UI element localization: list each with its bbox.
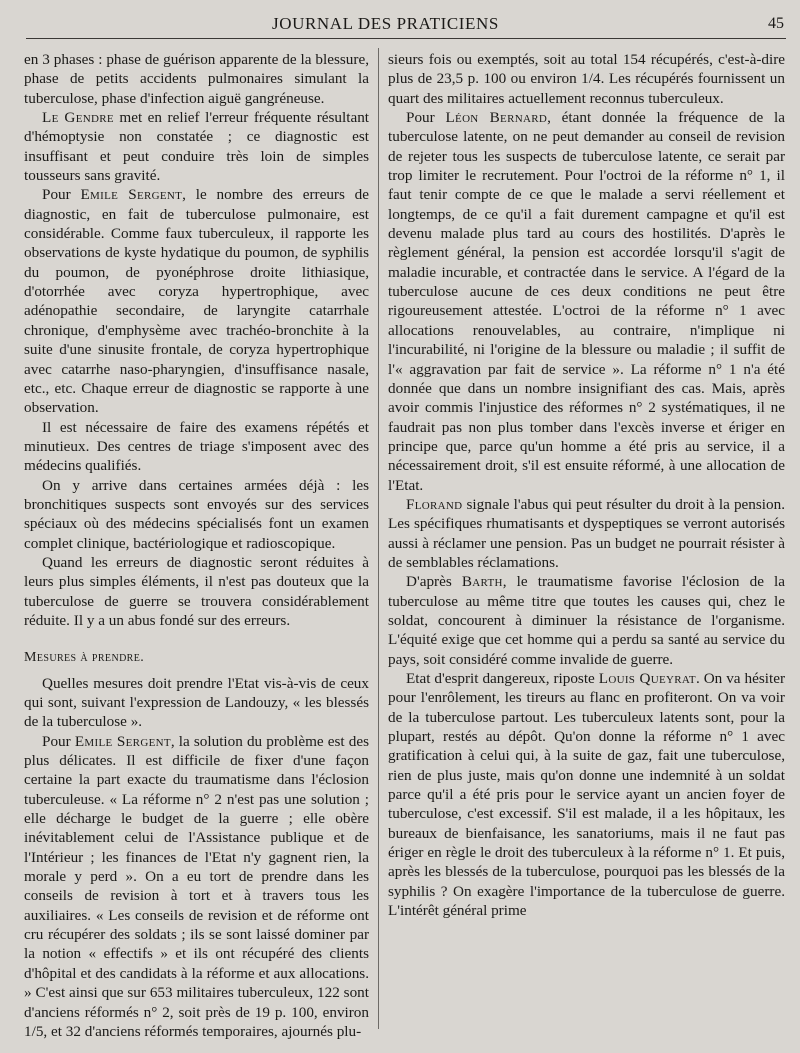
left-column [24, 50, 369, 1041]
paragraph-text: Quelles mesures doit prendre l'Etat vis-à-vis de ceux qui sont, suivant l'expression de Landouzy, « les blessés de la tuberculose ». [24, 674, 369, 731]
journal-title: JOURNAL DES PRATICIENS [272, 14, 499, 33]
paragraph-prefix: Etat d'esprit dangereux, riposte [406, 670, 599, 687]
paragraph-text: , étant donnée la fréquence de la tuberculose latente, on ne peut demander au conseil de revision de rejeter tous les suspects de tuberculose latente, ce serait par trop limiter le recrutement. Pour l'octroi de la réforme n° 1, il faut tenir compte de ce que le malade a servi réellement et longtemps, de ce qu'il a fait durement campagne et qu'il est devenu malade plus tard au cours des hostilités. D'après le règlement général, la pension est accordée lorsqu'il s'agit de maladie incurable, et contractée dans le service. A l'égard de la tuberculose aucune de ces deux conditions ne peut être rigoureusement attestée. L'octroi de la réforme n° 1 avec allocations renouvelables, au contraire, n'implique ni l'incurabilité, ni l'origine de la blessure ou maladie ; il suffit de l'« aggravation par fait de service ». La réforme n° 1 n'a été donnée que dans un nombre insignifiant des cas. Mais, après avoir commis l'injustice des réformes n° 2 systématiques, il ne faudrait pas non plus tomber dans l'excès inverse et ériger en principe que, parce qu'un homme a été pris au service, il a nécessairement droit, s'il est ensuite réformé, à une allocation de l'Etat. [388, 109, 785, 494]
header-rule [26, 38, 786, 39]
paragraph [388, 50, 785, 108]
section-heading: Mesures à prendre. [24, 650, 145, 666]
paragraph [24, 476, 369, 553]
paragraph-text: . On va hésiter pour l'enrôlement, les tireurs au flanc en profiteront. On va voir de la tuberculose partout. Les tuberculeux latents sont, pour la plupart, restés au dépôt. Qu'on donne la réforme n° 1 avec gratification à celui qui, à la suite de gaz, fait une tuberculose, rien de plus juste, mais qu'on donne une indemnité à un soldat parce qu'il a été pris pour le service ayant un ancien foyer de tuberculose, c'est excessif. S'il est malade, il a les hôpitaux, les bureaux de bienfaisance, les sanatoriums, mais il ne faut pas ériger en règle le droit des tuberculeux à la réforme n° 1. Et puis, après les blessés de la tuberculose, pourquoi pas les blessés de la syphilis ? On exagère l'importance de la tuberculose de guerre. L'intérêt général prime [388, 670, 785, 920]
paragraph [388, 495, 785, 572]
paragraph-text: , le nombre des erreurs de diagnostic, en fait de tuberculose pulmonaire, est considérable. Comme faux tuberculeux, il rapporte les observations de kyste hydatique du poumon, de syphilis du poumon, de pyonéphrose droite lithiasique, d'otorrhée avec coryza hypertrophique, avec adénopathie secondaire, de laryngite catarrhale chronique, d'emphysème avec trachéo-bronchite à la suite d'une sinusite frontale, de coryza hypertrophique avec catarrhe naso-pharyngien, d'insuffisance nasale, etc., etc. Chaque erreur de diagnostic se rapporte à une observation. [24, 186, 370, 417]
author-name: Le Gendre [42, 109, 114, 127]
paragraph [24, 185, 369, 417]
paragraph [388, 572, 785, 669]
paragraph [24, 418, 369, 476]
paragraph [24, 732, 369, 1042]
column-divider [378, 48, 379, 1029]
paragraph-text: On y arrive dans certaines armées déjà : les bronchitiques suspects sont envoyés sur des services spéciaux où des médecins spécialisés font un examen complet clinique, bactériologique et radioscopique. [24, 476, 369, 552]
author-name: Emile Sergent [74, 732, 171, 750]
paragraph-text: , la solution du problème est des plus délicates. Il est difficile de fixer d'une façon certaine la part exacte du traumatisme dans l'éclosion tuberculeuse. « La réforme n° 2 n'est pas une solution ; elle décharge le budget de la guerre ; elle obère inévitablement celui de l'Assistance publique et de l'Intérieur ; les finances de l'Etat n'y gagnent rien, la morale y perd ». On a eu tort de prendre dans les conseils de revision à tort et à travers tous les auxiliaires. « Les conseils de revision et de réforme ont cru récupérer des soldats ; ils se sont laissé dominer par la notion « effectifs » et ils ont récupéré des clients d'hôpital et des candidats à la réforme et aux allocations. » C'est ainsi que sur 653 militaires tuberculeux, 122 sont d'anciens réformés n° 2, soit près de 19 p. 100, environ 1/5, et 32 d'anciens réformés temporaires, ajournés plu- [24, 732, 370, 1040]
author-name: Emile Sergent [80, 186, 183, 204]
page-number: 45 [768, 15, 784, 32]
paragraph-prefix: Pour [42, 186, 81, 204]
paragraph-text: Il est nécessaire de faire des examens répétés et minutieux. Des centres de triage s'imposent avec des médecins qualifiés. [24, 418, 369, 475]
paragraph [24, 674, 369, 732]
author-name: Florand [406, 495, 463, 513]
author-name: Louis Queyrat [598, 670, 696, 687]
author-name: Barth [461, 573, 503, 591]
paragraph-prefix: Pour [42, 732, 75, 750]
paragraph [24, 553, 369, 630]
paragraph [388, 108, 785, 495]
paragraph-text: , le traumatisme favorise l'éclosion de la tuberculose au même titre que toutes les causes qui, chez le soldat, concourent à diminuer la résistance de l'organisme. L'équité exige que cet homme qui a perdu sa santé au service du pays, soit considéré comme invalide de guerre. [388, 573, 786, 668]
running-head [0, 10, 800, 36]
author-name: Léon Bernard [445, 109, 548, 127]
paragraph [24, 50, 369, 108]
paragraph-text: Quand les erreurs de diagnostic seront réduites à leurs plus simples éléments, il n'est pas douteux que la tuberculose de guerre se trouvera considérablement réduite. Il y a un abus fondé sur des erreurs. [24, 553, 369, 629]
paragraph-text: en 3 phases : phase de guérison apparente de la blessure, phase de petits accidents pulmonaires simulant la tuberculose, phase d'infection aiguë gangréneuse. [24, 51, 369, 107]
right-column [388, 50, 785, 920]
paragraph-prefix: D'après [406, 573, 462, 591]
paragraph-text: sieurs fois ou exemptés, soit au total 154 récupérés, c'est-à-dire plus de 23,5 p. 100 ou environ 1/4. Les récupérés fournissent un quart des militaires actuellement reconnus tuberculeux. [388, 51, 785, 107]
paragraph [388, 669, 785, 920]
paragraph [24, 108, 369, 185]
paragraph-prefix: Pour [406, 109, 446, 127]
paragraph-text: signale l'abus qui peut résulter du droit à la pension. Les spécifiques rhumatisants et dyspeptiques se verront autorisés aussi à réclamer une pension. Pas un budget ne pourrait résister à de semblables réclamations. [388, 495, 785, 571]
paragraph-text: met en relief l'erreur fréquente résultant d'hémoptysie non constatée ; ce diagnostic est insuffisant et peut conduire très loin de simples tousseurs sans gravité. [24, 109, 370, 185]
